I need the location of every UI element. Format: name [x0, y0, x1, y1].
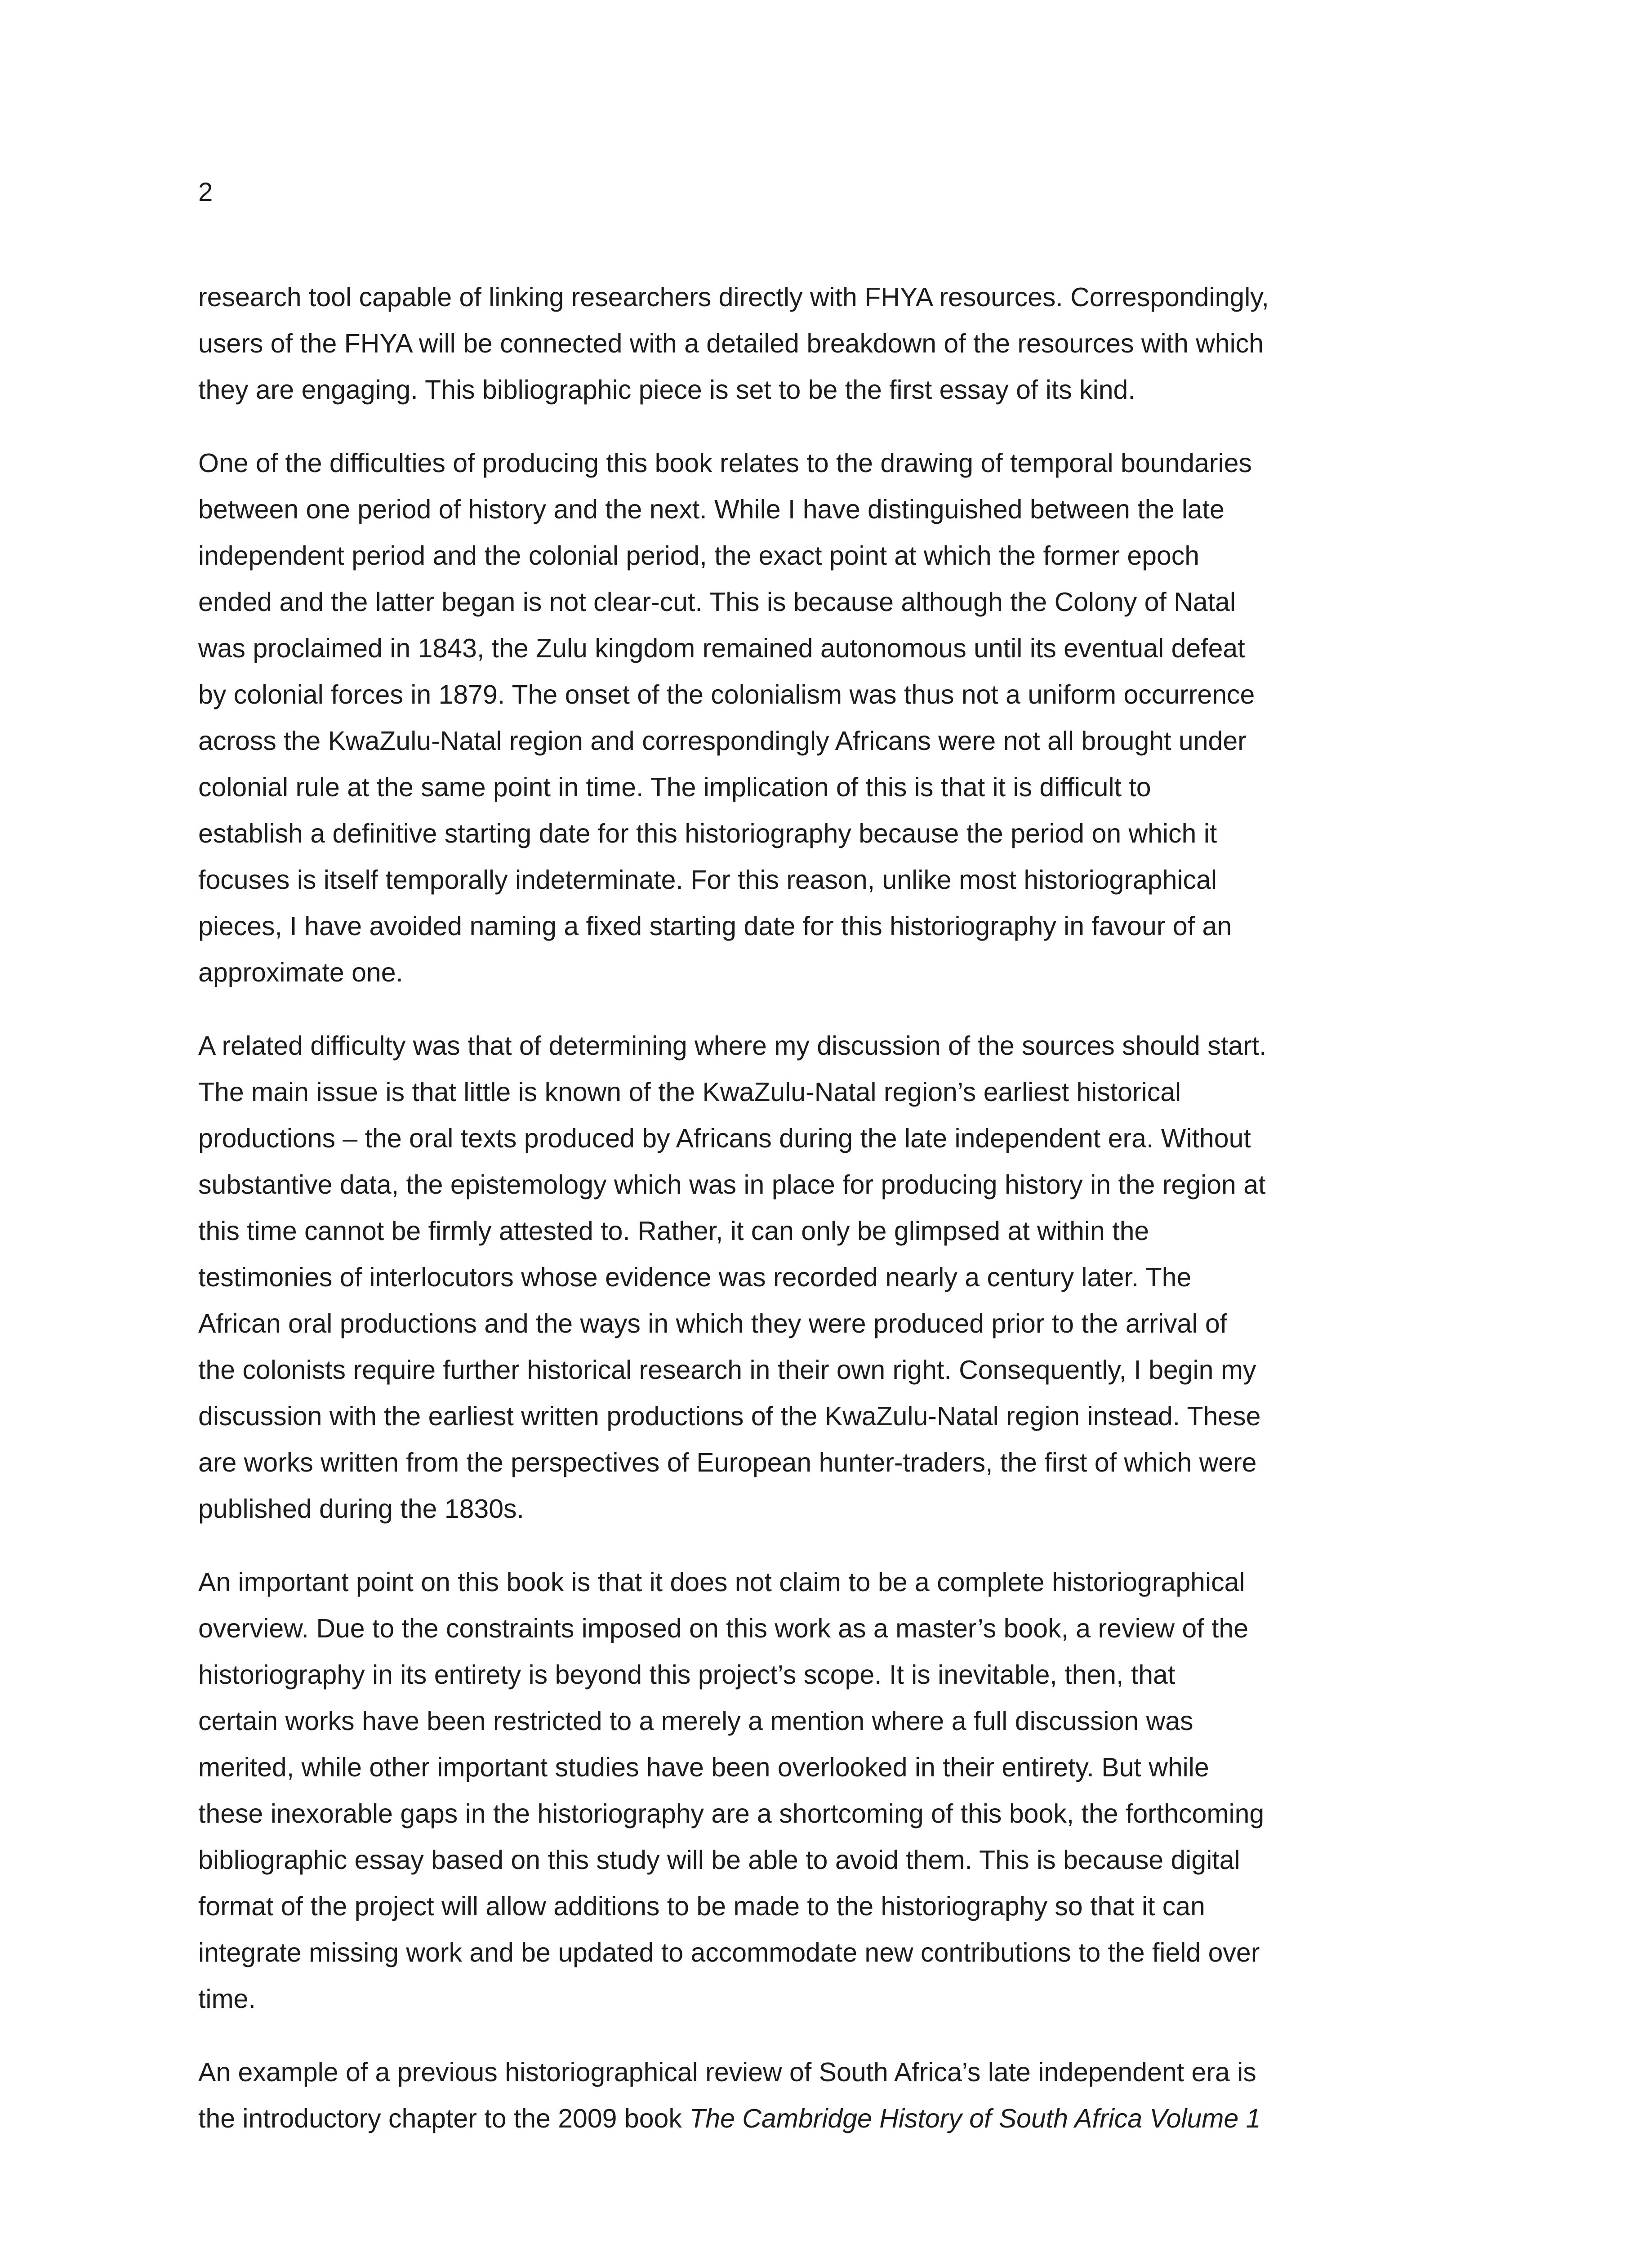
- text-line: users of the FHYA will be connected with a detailed breakdown of the resources with which: [198, 329, 1264, 358]
- paragraph-4: [198, 1559, 1452, 2022]
- text-line: An important point on this book is that it does not claim to be a complete historiographical: [198, 1567, 1245, 1597]
- text-line: are works written from the perspectives of European hunter-traders, the first of which were: [198, 1448, 1257, 1477]
- text-line: integrate missing work and be updated to accommodate new contributions to the field over: [198, 1938, 1260, 1967]
- text-line: this time cannot be firmly attested to. Rather, it can only be glimpsed at within the: [198, 1216, 1149, 1246]
- text-line: pieces, I have avoided naming a fixed starting date for this historiography in favour of an: [198, 911, 1232, 941]
- text-line: these inexorable gaps in the historiography are a shortcoming of this book, the forthcoming: [198, 1799, 1265, 1829]
- text-line: African oral productions and the ways in which they were produced prior to the arrival of: [198, 1309, 1228, 1338]
- text-line: by colonial forces in 1879. The onset of the colonialism was thus not a uniform occurrence: [198, 680, 1255, 709]
- text-line: research tool capable of linking researchers directly with FHYA resources. Correspondingly,: [198, 282, 1269, 312]
- text-line: A related difficulty was that of determining where my discussion of the sources should start.: [198, 1031, 1267, 1061]
- text-line: productions – the oral texts produced by Africans during the late independent era. Without: [198, 1124, 1251, 1153]
- book-title: The Cambridge History of South Africa Volume 1: [689, 2104, 1261, 2133]
- text-line: discussion with the earliest written productions of the KwaZulu-Natal region instead. These: [198, 1401, 1261, 1431]
- paragraph-2: [198, 440, 1452, 996]
- text-line-prefix: the introductory chapter to the 2009 book: [198, 2104, 690, 2133]
- text-line: certain works have been restricted to a merely a mention where a full discussion was: [198, 1706, 1193, 1736]
- text-line: colonial rule at the same point in time. The implication of this is that it is difficult to: [198, 772, 1151, 802]
- text-line: was proclaimed in 1843, the Zulu kingdom remained autonomous until its eventual defeat: [198, 633, 1245, 663]
- text-line: between one period of history and the next. While I have distinguished between the late: [198, 495, 1225, 524]
- text-line: format of the project will allow additions to be made to the historiography so that it can: [198, 1891, 1205, 1921]
- text-line: overview. Due to the constraints imposed on this work as a master’s book, a review of the: [198, 1614, 1249, 1643]
- paragraph-1: [198, 274, 1452, 413]
- text-line: An example of a previous historiographical review of South Africa’s late independent era is: [198, 2057, 1256, 2087]
- text-line: testimonies of interlocutors whose evidence was recorded nearly a century later. The: [198, 1262, 1192, 1292]
- text-line: ended and the latter began is not clear-cut. This is because although the Colony of Natal: [198, 587, 1236, 617]
- text-line: independent period and the colonial period, the exact point at which the former epoch: [198, 541, 1200, 571]
- body-text: [198, 274, 1452, 2169]
- paragraph-5: [198, 2049, 1452, 2142]
- text-line: across the KwaZulu-Natal region and correspondingly Africans were not all brought under: [198, 726, 1247, 756]
- page-number: 2: [198, 178, 213, 207]
- text-line: time.: [198, 1984, 256, 2014]
- text-line: focuses is itself temporally indeterminate. For this reason, unlike most historiographical: [198, 865, 1217, 895]
- text-line: approximate one.: [198, 958, 403, 987]
- paragraph-3: [198, 1023, 1452, 1532]
- text-line: the colonists require further historical research in their own right. Consequently, I begin my: [198, 1355, 1256, 1385]
- text-line: One of the difficulties of producing this book relates to the drawing of temporal boundaries: [198, 448, 1252, 478]
- text-line-with-title: [198, 2096, 1452, 2142]
- text-line: The main issue is that little is known of the KwaZulu-Natal region’s earliest historical: [198, 1077, 1181, 1107]
- text-line: they are engaging. This bibliographic piece is set to be the first essay of its kind.: [198, 375, 1135, 405]
- text-line: bibliographic essay based on this study will be able to avoid them. This is because digital: [198, 1845, 1240, 1875]
- text-line: merited, while other important studies have been overlooked in their entirety. But while: [198, 1753, 1209, 1782]
- text-line: establish a definitive starting date for this historiography because the period on which it: [198, 819, 1217, 848]
- text-line: historiography in its entirety is beyond this project’s scope. It is inevitable, then, that: [198, 1660, 1176, 1690]
- text-line: published during the 1830s.: [198, 1494, 524, 1524]
- text-line: substantive data, the epistemology which was in place for producing history in the region at: [198, 1170, 1266, 1200]
